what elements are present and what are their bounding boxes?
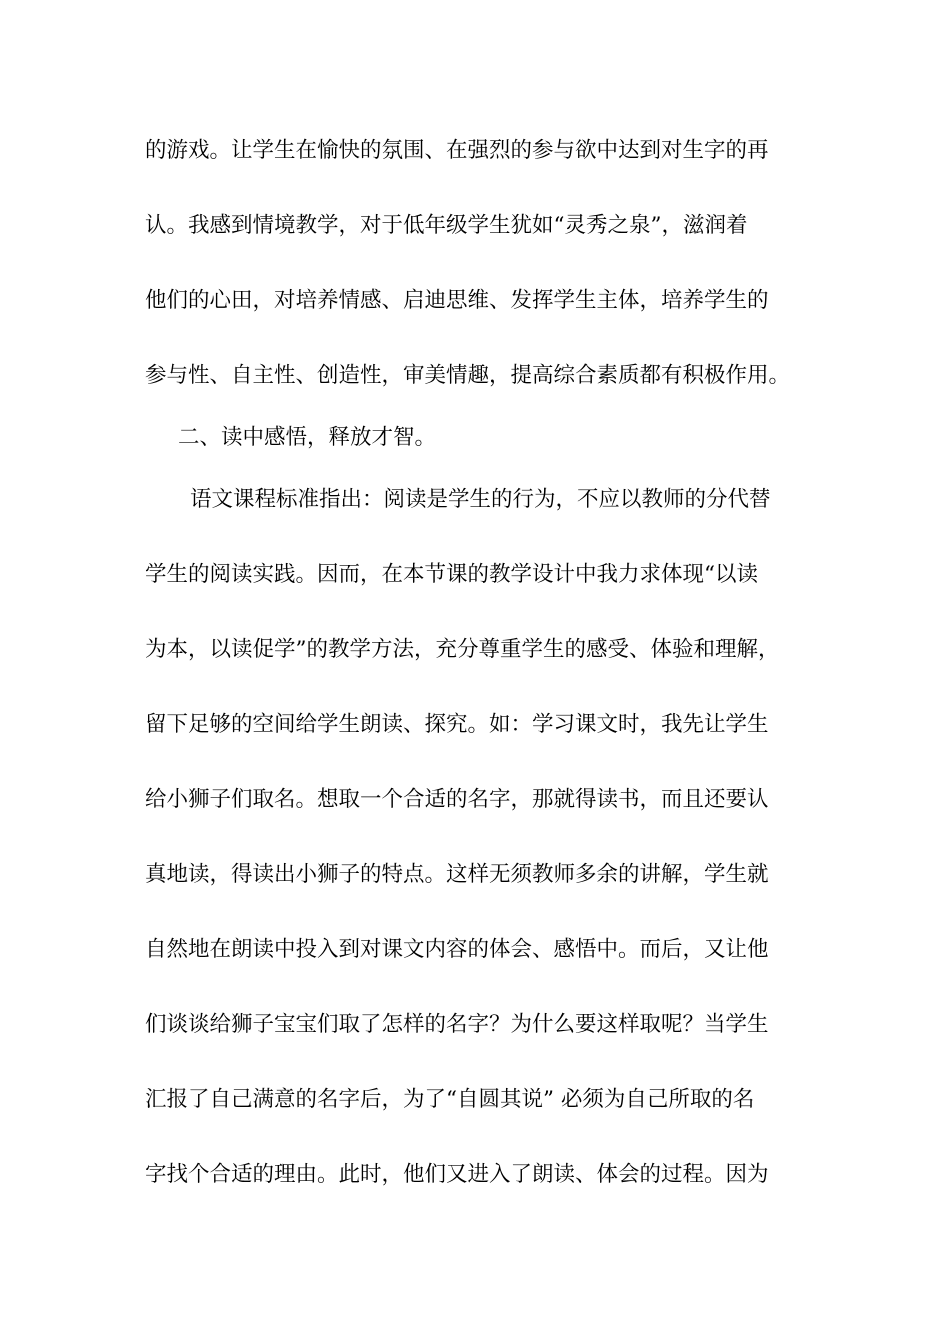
paragraph-line: 参与性、自主性、创造性，审美情趣，提高综合素质都有积极作用。 — [145, 363, 791, 388]
paragraph-line: 认。我感到情境教学，对于低年级学生犹如“灵秀之泉”，滋润着 — [145, 213, 748, 238]
paragraph-line: 他们的心田，对培养情感、启迪思维、发挥学生主体，培养学生的 — [145, 288, 769, 313]
paragraph-line: 字找个合适的理由。此时，他们又进入了朗读、体会的过程。因为 — [145, 1162, 769, 1187]
section-heading: 二、读中感悟，释放才智。 — [178, 425, 437, 450]
paragraph-line: 的游戏。让学生在愉快的氛围、在强烈的参与欲中达到对生字的再 — [145, 138, 769, 163]
paragraph-line: 学生的阅读实践。因而，在本节课的教学设计中我力求体现“以读 — [145, 562, 758, 587]
paragraph-line: 自然地在朗读中投入到对课文内容的体会、感悟中。而后，又让他 — [145, 937, 769, 962]
paragraph-line: 语文课程标准指出：阅读是学生的行为，不应以教师的分代替 — [190, 487, 771, 512]
paragraph-line: 们谈谈给狮子宝宝们取了怎样的名字？为什么要这样取呢？当学生 — [145, 1012, 769, 1037]
paragraph-line: 留下足够的空间给学生朗读、探究。如：学习课文时，我先让学生 — [145, 712, 769, 737]
paragraph-line: 汇报了自己满意的名字后，为了“自圆其说” 必须为自己所取的名 — [145, 1087, 755, 1112]
paragraph-line: 真地读，得读出小狮子的特点。这样无须教师多余的讲解，学生就 — [145, 862, 769, 887]
paragraph-line: 给小狮子们取名。想取一个合适的名字，那就得读书，而且还要认 — [145, 787, 769, 812]
paragraph-line: 为本，以读促学”的教学方法，充分尊重学生的感受、体验和理解， — [145, 637, 780, 662]
